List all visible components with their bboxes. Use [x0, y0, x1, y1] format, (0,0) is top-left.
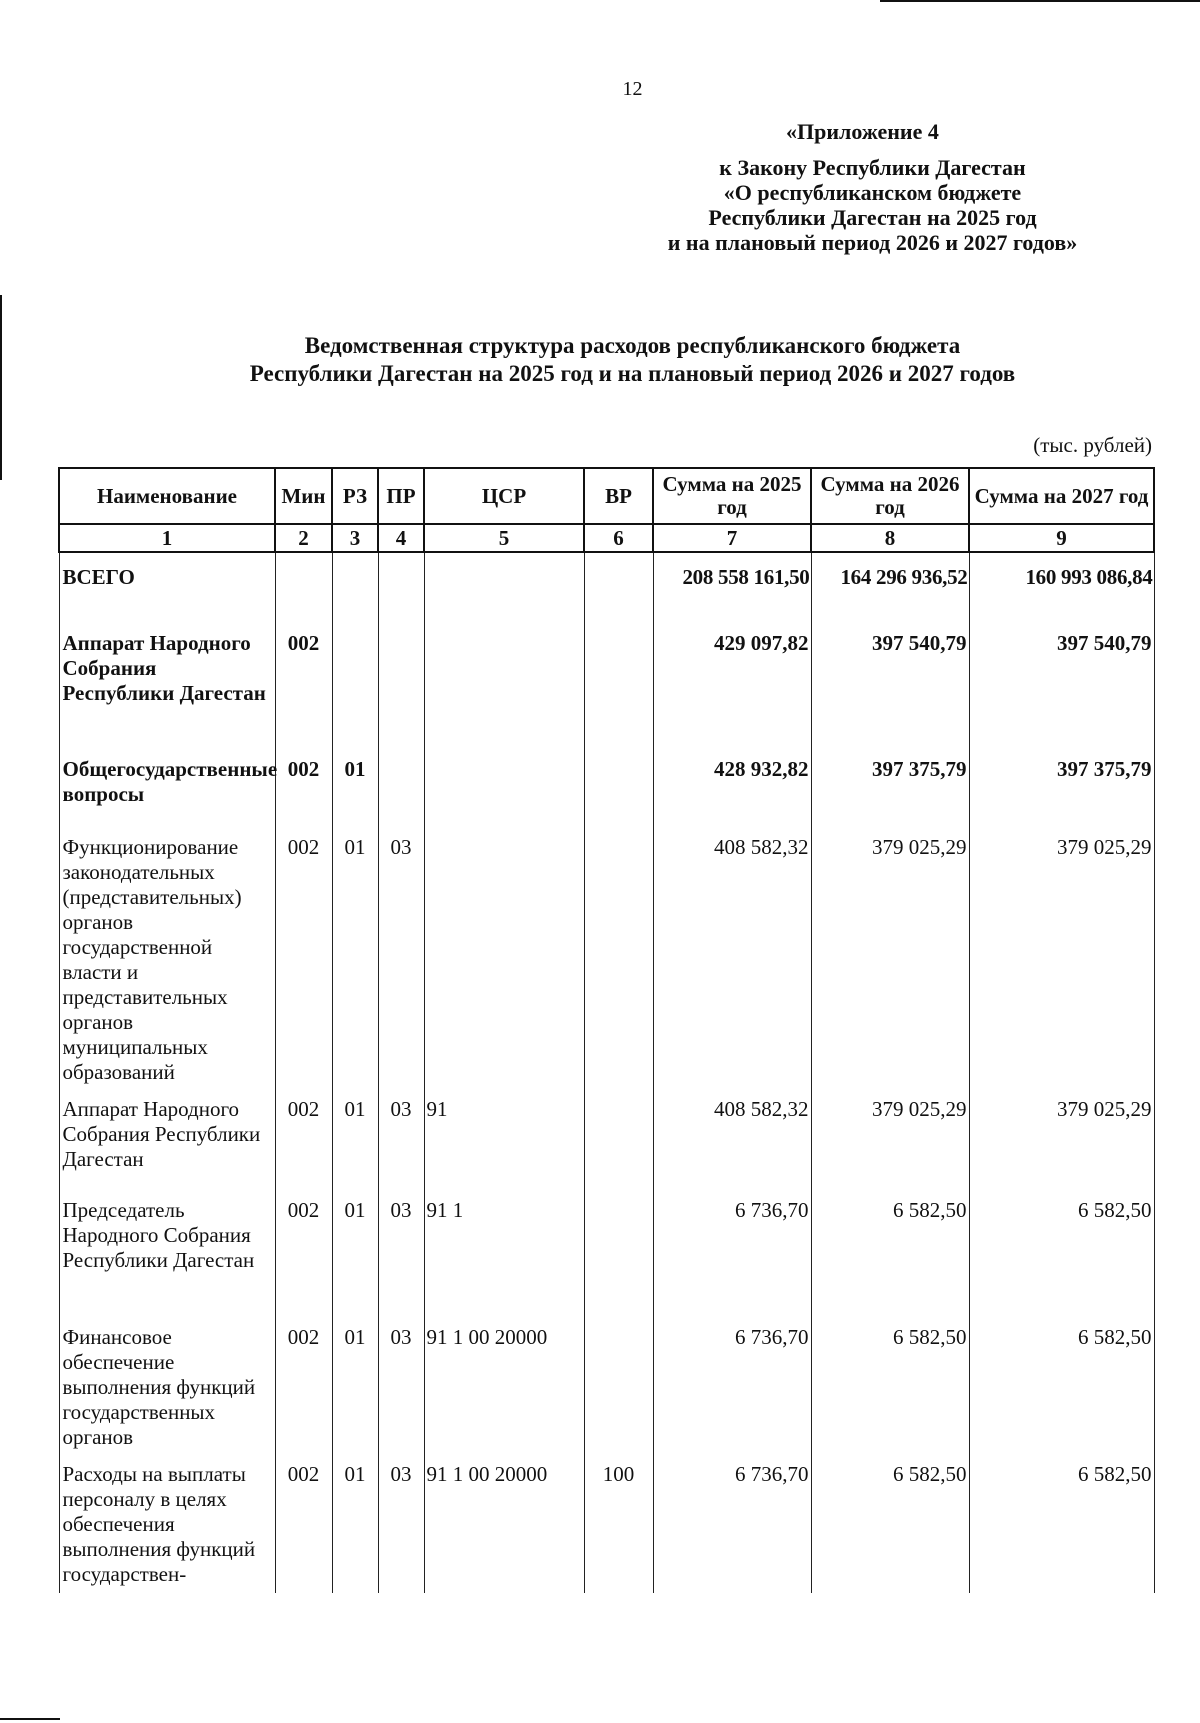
- row-vr: [584, 1313, 653, 1450]
- row-sum-2025: 208 558 161,50: [653, 552, 811, 619]
- units-label: (тыс. рублей): [1033, 433, 1152, 457]
- header-pr: ПР: [378, 468, 424, 524]
- row-vr: [584, 1186, 653, 1313]
- row-sum-2026: 6 582,50: [811, 1186, 969, 1313]
- row-name: Расходы на выплаты персоналу в целях обеспечения выполнения функций государствен-: [59, 1450, 275, 1593]
- row-pr: [378, 552, 424, 619]
- row-sum-2025: 6 736,70: [653, 1186, 811, 1313]
- row-sum-2025: 6 736,70: [653, 1313, 811, 1450]
- row-sum-2026: 379 025,29: [811, 823, 969, 1085]
- row-pr: 03: [378, 1085, 424, 1186]
- table-row: [59, 745, 1154, 823]
- document-title-line: Ведомственная структура расходов республиканского бюджета: [304, 333, 961, 358]
- row-vr: [584, 552, 653, 619]
- appendix-title: «Приложение 4: [786, 119, 939, 144]
- header-name: Наименование: [59, 468, 275, 524]
- row-rz: 01: [332, 1085, 378, 1186]
- document-title: [120, 332, 1145, 388]
- table-row: [59, 1313, 1154, 1450]
- document-title-line: Республики Дагестан на 2025 год и на плановый период 2026 и 2027 годов: [249, 361, 1016, 386]
- appendix-law-line: Республики Дагестан на 2025 год: [708, 205, 1037, 230]
- row-sum-2026: 164 296 936,52: [811, 552, 969, 619]
- appendix-law-line: к Закону Республики Дагестан: [719, 155, 1026, 180]
- header-min: Мин: [275, 468, 332, 524]
- row-sum-2027: 397 375,79: [969, 745, 1154, 823]
- row-min: 002: [275, 823, 332, 1085]
- row-pr: 03: [378, 1313, 424, 1450]
- row-csr: 91: [424, 1085, 584, 1186]
- row-pr: [378, 619, 424, 745]
- row-pr: 03: [378, 1450, 424, 1593]
- header-sum-2027: Сумма на 2027 год: [969, 468, 1154, 524]
- row-sum-2027: 379 025,29: [969, 823, 1154, 1085]
- column-number: 1: [59, 524, 275, 552]
- row-min: 002: [275, 1085, 332, 1186]
- appendix-law-line: и на плановый период 2026 и 2027 годов»: [667, 230, 1078, 255]
- row-sum-2027: 6 582,50: [969, 1450, 1154, 1593]
- row-sum-2026: 6 582,50: [811, 1313, 969, 1450]
- row-rz: 01: [332, 1313, 378, 1450]
- row-csr: [424, 745, 584, 823]
- row-min: 002: [275, 1186, 332, 1313]
- scan-edge-line: [0, 295, 2, 480]
- column-number: 8: [811, 524, 969, 552]
- table-row: [59, 1085, 1154, 1186]
- row-rz: 01: [332, 745, 378, 823]
- row-vr: [584, 745, 653, 823]
- row-csr: [424, 552, 584, 619]
- row-sum-2026: 397 375,79: [811, 745, 969, 823]
- page-number: 12: [622, 78, 643, 100]
- row-name: Председатель Народного Собрания Республики Дагестан: [59, 1186, 275, 1313]
- row-min: 002: [275, 745, 332, 823]
- row-pr: 03: [378, 823, 424, 1085]
- row-min: 002: [275, 619, 332, 745]
- row-csr: 91 1: [424, 1186, 584, 1313]
- row-name: Финансовое обеспечение выполнения функций государственных органов: [59, 1313, 275, 1450]
- table-row: [59, 1450, 1154, 1593]
- header-vr: ВР: [584, 468, 653, 524]
- row-sum-2027: 6 582,50: [969, 1186, 1154, 1313]
- row-vr: [584, 619, 653, 745]
- row-sum-2027: 160 993 086,84: [969, 552, 1154, 619]
- row-name: ВСЕГО: [59, 552, 275, 619]
- column-number: 4: [378, 524, 424, 552]
- scan-edge-line: [880, 0, 1200, 2]
- row-sum-2025: 408 582,32: [653, 1085, 811, 1186]
- row-vr: 100: [584, 1450, 653, 1593]
- row-sum-2027: 6 582,50: [969, 1313, 1154, 1450]
- row-sum-2026: 397 540,79: [811, 619, 969, 745]
- table-row: [59, 823, 1154, 1085]
- row-vr: [584, 823, 653, 1085]
- appendix-law-reference: [600, 155, 1145, 255]
- row-csr: [424, 823, 584, 1085]
- column-number: 9: [969, 524, 1154, 552]
- row-pr: 03: [378, 1186, 424, 1313]
- row-min: 002: [275, 1450, 332, 1593]
- row-name: Аппарат Народного Собрания Республики Дагестан: [59, 1085, 275, 1186]
- row-name: Аппарат Народного Собрания Республики Дагестан: [59, 619, 275, 745]
- row-rz: [332, 619, 378, 745]
- row-csr: 91 1 00 20000: [424, 1313, 584, 1450]
- table-header-row: [59, 468, 1154, 524]
- row-sum-2027: 397 540,79: [969, 619, 1154, 745]
- header-csr: ЦСР: [424, 468, 584, 524]
- header-sum-2026: Сумма на 2026 год: [811, 468, 969, 524]
- row-name: Функционирование законодательных (представительных) органов государственной власти и представительных органов муниципальных образований: [59, 823, 275, 1085]
- column-number: 5: [424, 524, 584, 552]
- table-row: [59, 552, 1154, 619]
- column-number: 6: [584, 524, 653, 552]
- column-number: 2: [275, 524, 332, 552]
- row-sum-2026: 379 025,29: [811, 1085, 969, 1186]
- row-rz: [332, 552, 378, 619]
- row-sum-2026: 6 582,50: [811, 1450, 969, 1593]
- column-number-row: [59, 524, 1154, 552]
- scan-edge-line: [0, 1718, 60, 1720]
- row-rz: 01: [332, 823, 378, 1085]
- row-sum-2025: 408 582,32: [653, 823, 811, 1085]
- row-rz: 01: [332, 1186, 378, 1313]
- budget-structure-table: [58, 467, 1155, 1593]
- row-vr: [584, 1085, 653, 1186]
- table-row: [59, 619, 1154, 745]
- appendix-law-line: «О республиканском бюджете: [723, 180, 1022, 205]
- row-sum-2025: 428 932,82: [653, 745, 811, 823]
- column-number: 7: [653, 524, 811, 552]
- row-sum-2027: 379 025,29: [969, 1085, 1154, 1186]
- row-sum-2025: 429 097,82: [653, 619, 811, 745]
- column-number: 3: [332, 524, 378, 552]
- header-rz: РЗ: [332, 468, 378, 524]
- row-sum-2025: 6 736,70: [653, 1450, 811, 1593]
- row-rz: 01: [332, 1450, 378, 1593]
- table-row: [59, 1186, 1154, 1313]
- row-csr: [424, 619, 584, 745]
- row-name: Общегосударственные вопросы: [59, 745, 275, 823]
- header-sum-2025: Сумма на 2025 год: [653, 468, 811, 524]
- row-min: 002: [275, 1313, 332, 1450]
- row-min: [275, 552, 332, 619]
- row-pr: [378, 745, 424, 823]
- row-csr: 91 1 00 20000: [424, 1450, 584, 1593]
